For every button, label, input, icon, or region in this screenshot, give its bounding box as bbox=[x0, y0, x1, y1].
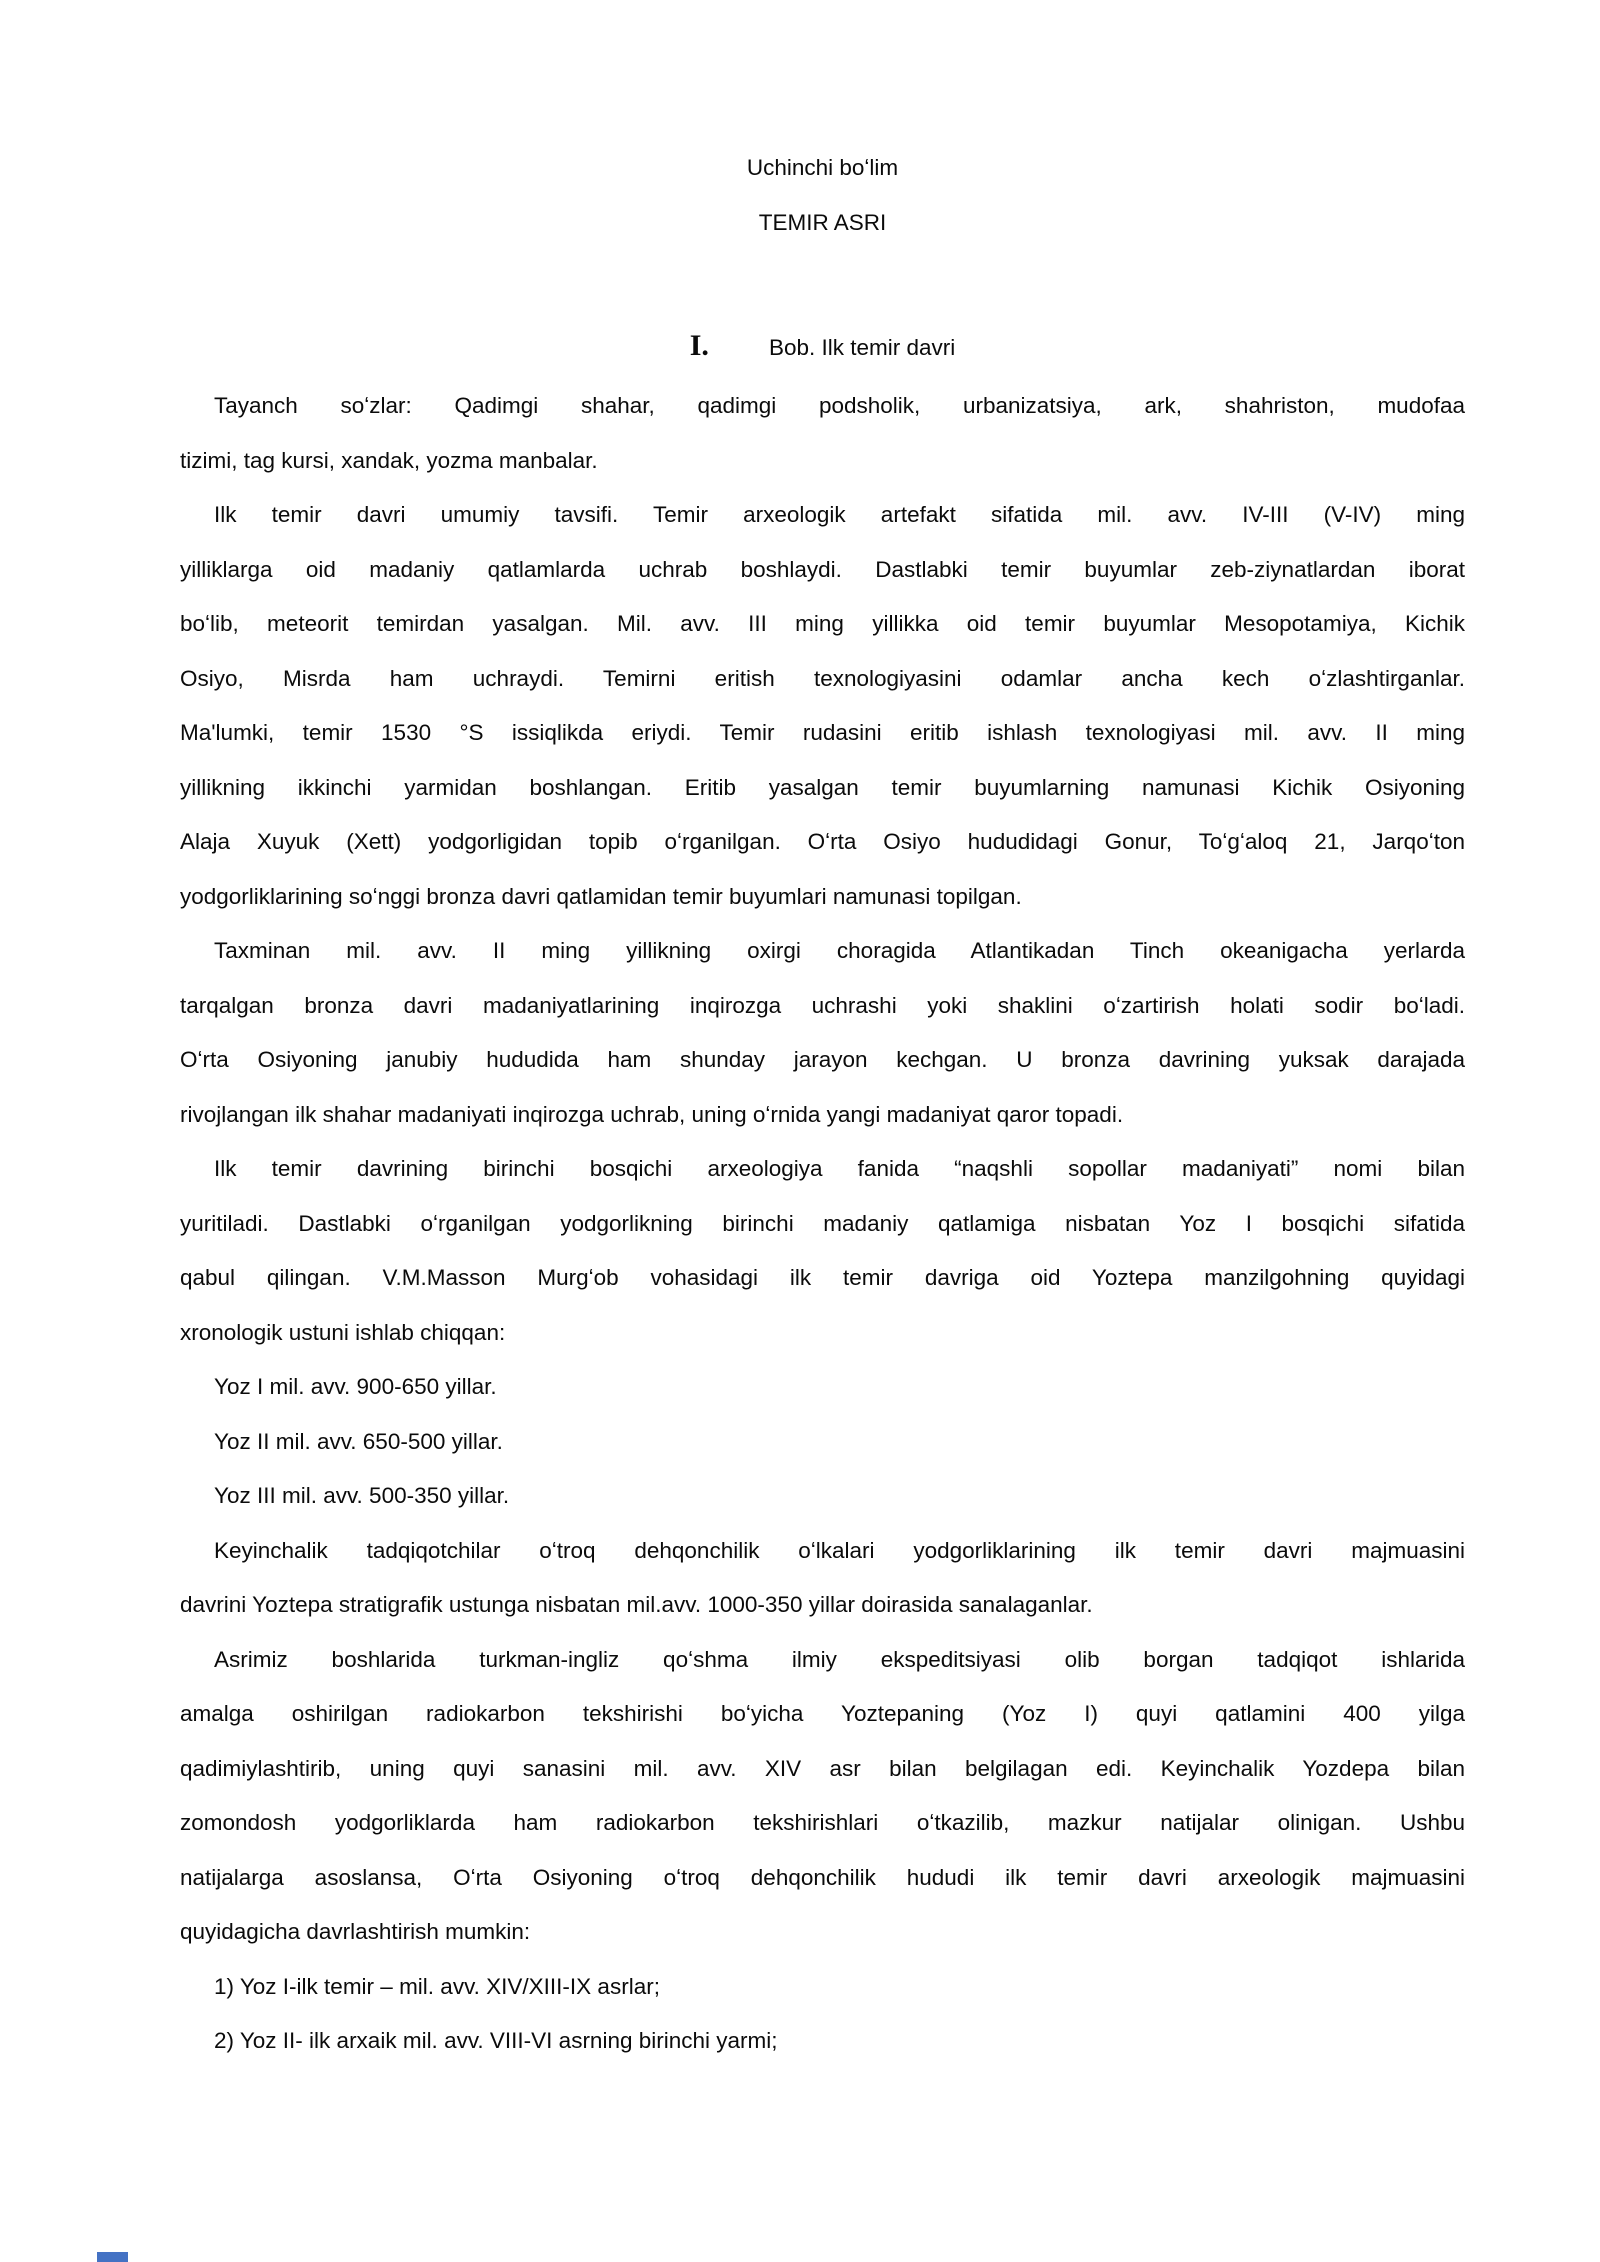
document-body bbox=[180, 379, 1465, 2069]
text-line: zomondosh yodgorliklarda ham radiokarbon tekshirishlari oʻtkazilib, mazkur natijalar olinigan. Ushbu bbox=[180, 1810, 1465, 1835]
text-line: Taxminan mil. avv. II ming yillikning oxirgi choragida Atlantikadan Tinch okeanigacha yerlarda bbox=[214, 938, 1465, 963]
text-line: Keyinchalik tadqiqotchilar oʻtroq dehqonchilik oʻlkalari yodgorliklarining ilk temir davri majmuasini bbox=[214, 1537, 1465, 1563]
paragraph bbox=[180, 1142, 1465, 1360]
text-line: Yoz I mil. avv. 900-650 yillar. bbox=[214, 1374, 497, 1399]
text-line: tarqalgan bronza davri madaniyatlarining inqirozga uchrashi yoki shaklini oʻzartirish holati sodir boʻladi. bbox=[180, 992, 1465, 1018]
text-line: Yoz II mil. avv. 650-500 yillar. bbox=[214, 1428, 503, 1454]
text-line: xronologik ustuni ishlab chiqqan: bbox=[180, 1319, 506, 1345]
paragraph bbox=[180, 1524, 1465, 1633]
text-line: 2) Yoz II- ilk arxaik mil. avv. VIII-VI asrning birinchi yarmi; bbox=[214, 2028, 778, 2053]
text-line: qadimiylashtirib, uning quyi sanasini mil. avv. XIV asr bilan belgilagan edi. Keyinchalik Yozdepa bilan bbox=[180, 1755, 1465, 1781]
spacer bbox=[180, 250, 1465, 314]
text-line: Ma'lumki, temir 1530 °S issiqlikda eriydi. Temir rudasini eritib ishlash texnologiyasi mil. avv. II ming bbox=[180, 720, 1465, 745]
text-line: Alaja Xuyuk (Xett) yodgorligidan topib oʻrganilgan. Oʻrta Osiyo hududidagi Gonur, Toʻgʻaloq 21, Jarqoʻton bbox=[180, 829, 1465, 854]
text-line: amalga oshirilgan radiokarbon tekshirishi boʻyicha Yoztepaning (Yoz I) quyi qatlamini 400 yilga bbox=[180, 1701, 1465, 1726]
text-line: Ilk temir davrining birinchi bosqichi arxeologiya fanida “naqshli sopollar madaniyati” nomi bilan bbox=[214, 1156, 1465, 1181]
section-title: Uchinchi boʻlim bbox=[746, 155, 899, 180]
chapter-heading bbox=[180, 314, 1465, 379]
paragraph bbox=[180, 488, 1465, 924]
text-line: natijalarga asoslansa, Oʻrta Osiyoning oʻtroq dehqonchilik hududi ilk temir davri arxeologik majmuasini bbox=[180, 1864, 1465, 1890]
paragraph bbox=[180, 1415, 1465, 1470]
paragraph bbox=[180, 1469, 1465, 1524]
text-line: boʻlib, meteorit temirdan yasalgan. Mil. avv. III ming yillikka oid temir buyumlar Mesopotamiya, Kichik bbox=[180, 611, 1465, 636]
paragraph bbox=[180, 1960, 1465, 2015]
document-content bbox=[180, 141, 1465, 2069]
text-line: yilliklarga oid madaniy qatlamlarda uchrab boshlaydi. Dastlabki temir buyumlar zeb-ziynatlardan iborat bbox=[180, 556, 1465, 582]
text-line: yillikning ikkinchi yarmidan boshlangan. Eritib yasalgan temir buyumlarning namunasi Kichik Osiyoning bbox=[180, 774, 1465, 800]
text-line: Oʻrta Osiyoning janubiy hududida ham shunday jarayon kechgan. U bronza davrining yuksak darajada bbox=[180, 1047, 1465, 1072]
text-line: Yoz III mil. avv. 500-350 yillar. bbox=[214, 1483, 510, 1508]
text-line: yuritiladi. Dastlabki oʻrganilgan yodgorlikning birinchi madaniy qatlamiga nisbatan Yoz I bosqichi sifatida bbox=[180, 1210, 1465, 1236]
text-line: tizimi, tag kursi, xandak, yozma manbalar. bbox=[180, 447, 598, 473]
book-title: TEMIR ASRI bbox=[758, 209, 887, 235]
text-line: Osiyo, Misrda ham uchraydi. Temirni eritish texnologiyasini odamlar ancha kech oʻzlashtirganlar. bbox=[180, 665, 1465, 691]
text-line: qabul qilingan. V.M.Masson Murgʻob vohasidagi ilk temir davriga oid Yoztepa manzilgohning quyidagi bbox=[180, 1265, 1465, 1290]
text-line: Tayanch soʻzlar: Qadimgi shahar, qadimgi podsholik, urbanizatsiya, ark, shahriston, mudofaa bbox=[214, 393, 1465, 418]
text-line: rivojlangan ilk shahar madaniyati inqirozga uchrab, uning oʻrnida yangi madaniyat qaror topadi. bbox=[180, 1101, 1124, 1127]
text-line: 1) Yoz I-ilk temir – mil. avv. XIV/XIII-IX asrlar; bbox=[214, 1973, 660, 1999]
paragraph bbox=[180, 2014, 1465, 2069]
text-line: Ilk temir davri umumiy tavsifi. Temir arxeologik artefakt sifatida mil. avv. IV-III (V-IV) ming bbox=[214, 502, 1465, 527]
chapter-numeral: I. bbox=[689, 329, 709, 362]
next-page-fragment bbox=[97, 2252, 128, 2262]
paragraph bbox=[180, 1360, 1465, 1415]
chapter-title: Bob. Ilk temir davri bbox=[768, 335, 956, 360]
paragraph bbox=[180, 379, 1465, 488]
paragraph bbox=[180, 1633, 1465, 1960]
text-line: davrini Yoztepa stratigrafik ustunga nisbatan mil.avv. 1000-350 yillar doirasida sanalaganlar. bbox=[180, 1592, 1093, 1617]
text-line: Asrimiz boshlarida turkman-ingliz qoʻshma ilmiy ekspeditsiyasi olib borgan tadqiqot ishlarida bbox=[214, 1646, 1465, 1672]
text-line: yodgorliklarining soʻnggi bronza davri qatlamidan temir buyumlari namunasi topilgan. bbox=[180, 883, 1022, 909]
text-line: quyidagicha davrlashtirish mumkin: bbox=[180, 1919, 531, 1944]
paragraph bbox=[180, 924, 1465, 1142]
